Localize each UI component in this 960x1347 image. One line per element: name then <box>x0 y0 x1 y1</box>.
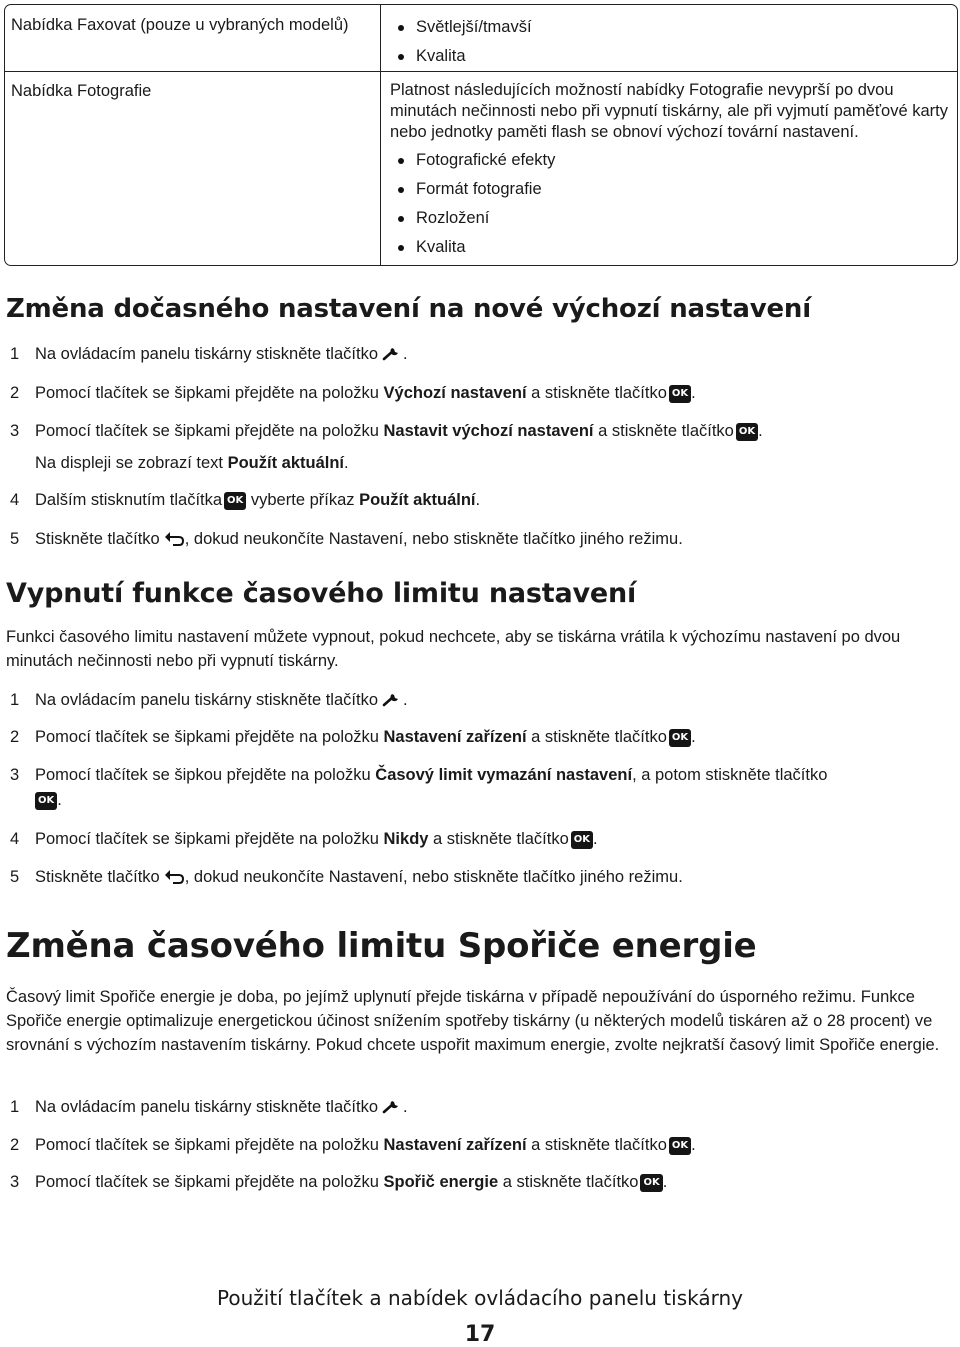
step-number: 5 <box>10 868 20 886</box>
step-number: 5 <box>10 530 20 548</box>
list-item: Kvalita <box>390 42 954 71</box>
footer-title: Použití tlačítek a nabídek ovládacího panelu tiskárny <box>217 1286 743 1310</box>
step-number: 2 <box>10 1136 20 1154</box>
back-arrow-icon <box>163 868 185 884</box>
section-intro: Funkci časového limitu nastavení můžete vypnout, pokud nechcete, aby se tiskárna vrátila k výchozímu nastavení po dvou minutách nečinnosti nebo při vypnutí tiskárny. <box>6 628 901 670</box>
step-number: 3 <box>10 1173 20 1191</box>
ok-button-icon: OK <box>224 492 246 510</box>
section-heading: Změna dočasného nastavení na nové výchozí nastavení <box>6 294 811 324</box>
step-number: 4 <box>10 830 20 848</box>
step-number: 2 <box>10 384 20 402</box>
section-heading: Změna časového limitu Spořiče energie <box>6 926 757 966</box>
table-column-divider <box>380 5 381 265</box>
wrench-icon <box>381 1098 403 1114</box>
wrench-icon <box>381 345 403 361</box>
photo-menu-description: Platnost následujících možností nabídky Fotografie nevyprší po dvou minutách nečinnosti nebo při vypnutí tiskárny, ale při vyjmutí paměťové karty nebo jednotky paměti flash se obnoví výchozí tovární nastavení. <box>390 81 948 141</box>
ok-button-icon: OK <box>571 831 593 849</box>
list-item: Světlejší/tmavší <box>390 13 954 42</box>
section-intro: Časový limit Spořiče energie je doba, po jejímž uplynutí přejde tiskárna v případě nepoužívání do úsporného režimu. Funkce Spořiče energie optimalizuje energetickou účinost snížením spotřeby tiskárny (u některých modelů tiskáren až o 28 procent) ve srovnání s výchozím nastavením tiskárny. Pokud chcete uspořit maximum energie, zvolte nejkratší časový limit Spořiče energie. <box>6 988 940 1054</box>
ok-button-icon: OK <box>35 792 57 810</box>
ok-button-icon: OK <box>669 385 691 403</box>
list-item: Formát fotografie <box>390 175 954 204</box>
table-row-divider <box>5 71 957 72</box>
step-number: 3 <box>10 422 20 440</box>
wrench-icon <box>381 691 403 707</box>
ok-button-icon: OK <box>640 1174 662 1192</box>
fax-menu-label: Nabídka Faxovat (pouze u vybraných modelů) <box>11 16 349 34</box>
list-item: Fotografické efekty <box>390 146 954 175</box>
photo-menu-label: Nabídka Fotografie <box>11 82 152 100</box>
step-number: 4 <box>10 491 20 509</box>
photo-menu-options <box>390 80 954 262</box>
list-item: Rozložení <box>390 204 954 233</box>
menu-table <box>4 4 958 266</box>
ok-button-icon: OK <box>736 423 758 441</box>
step-number: 1 <box>10 1098 20 1116</box>
list-item: Kvalita <box>390 233 954 262</box>
step-number: 1 <box>10 691 20 709</box>
step-number: 1 <box>10 345 20 363</box>
ok-button-icon: OK <box>669 729 691 747</box>
step-number: 2 <box>10 728 20 746</box>
page-number: 17 <box>464 1322 496 1347</box>
section-heading: Vypnutí funkce časového limitu nastavení <box>6 578 637 609</box>
ok-button-icon: OK <box>669 1137 691 1155</box>
fax-menu-options <box>390 13 954 71</box>
back-arrow-icon <box>163 530 185 546</box>
step-text: Na ovládacím panelu tiskárny stiskněte tlačítko <box>35 345 378 363</box>
step-number: 3 <box>10 766 20 784</box>
